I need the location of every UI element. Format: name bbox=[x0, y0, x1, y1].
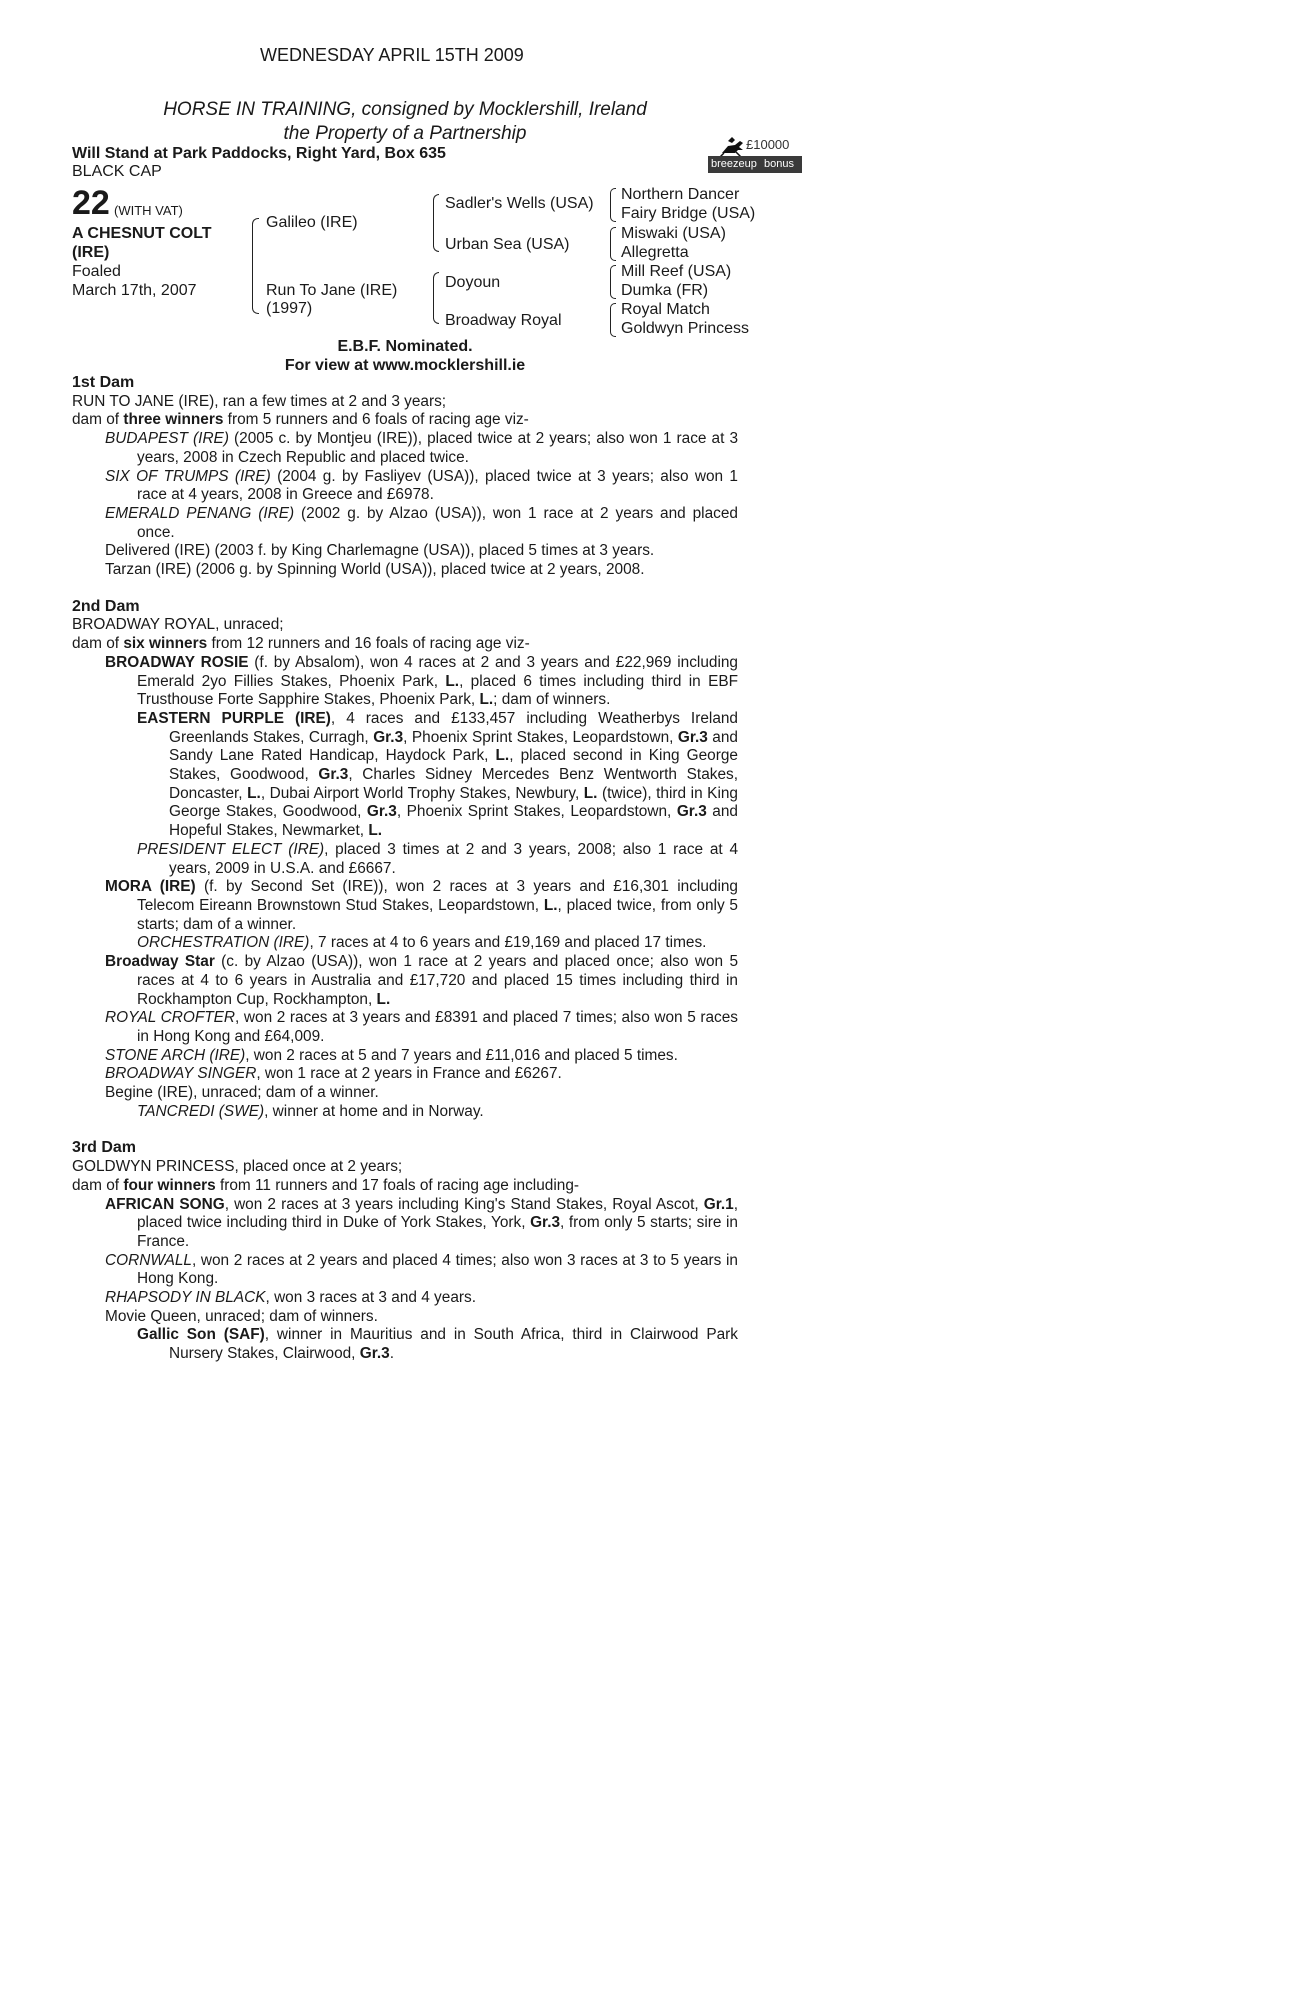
sale-date: WEDNESDAY APRIL 15TH 2009 bbox=[260, 45, 524, 65]
pedigree-gen2-3: Doyoun bbox=[445, 274, 501, 291]
produce-entry: BROADWAY ROSIE (f. by Absalom), won 4 races at 2 and 3 years and £22,969 including Emerald 2yo Fillies Stakes, Phoenix Park, L., placed 6 times including third in EBF Trusthouse Forte Sapphire Stakes, Phoenix Park, L.; dam of winners. bbox=[105, 653, 739, 709]
produce-entry: EASTERN PURPLE (IRE), 4 races and £133,457 including Weatherbys Ireland Greenlands Stakes, Curragh, Gr.3, Phoenix Sprint Stakes, Leopardstown, Gr.3 and Sandy Lane Rated Handicap, Haydock Park, L., placed second in King George Stakes, Goodwood, Gr.3, Charles Sidney Mercedes Benz Wentworth Stakes, Doncaster, L., Dubai Airport World Trophy Stakes, Newbury, L. (twice), third in King George Stakes, Goodwood, Gr.3, Phoenix Sprint Stakes, Leopardstown, Gr.3 and Hopeful Stakes, Newmarket, L. bbox=[137, 709, 738, 840]
first-dam-line: RUN TO JANE (IRE), ran a few times at 2 and 3 years; bbox=[72, 392, 447, 410]
pedigree-gen2-2: Urban Sea (USA) bbox=[445, 236, 570, 253]
pedigree-brace-sire bbox=[433, 194, 439, 252]
first-dam-heading: 1st Dam bbox=[72, 374, 135, 391]
pedigree-dam: Run To Jane (IRE) bbox=[266, 282, 398, 299]
third-dam-produce: dam of four winners from 11 runners and 17 foals of racing age including- bbox=[72, 1176, 580, 1194]
pedigree-gen3-4: Allegretta bbox=[621, 244, 689, 261]
pedigree-dam-year: (1997) bbox=[266, 300, 313, 317]
pedigree-brace-g3-2 bbox=[610, 227, 616, 261]
lot-number: 22 bbox=[72, 184, 110, 222]
third-dam-line: GOLDWYN PRINCESS, placed once at 2 years; bbox=[72, 1158, 403, 1176]
bonus-label-right: bonus bbox=[764, 158, 794, 170]
stand-location: Will Stand at Park Paddocks, Right Yard, Box 635 bbox=[72, 145, 446, 162]
produce-entry: SIX OF TRUMPS (IRE) (2004 g. by Fasliyev (USA)), placed twice at 3 years; also won 1 race at 4 years, 2008 in Greece and £6978. bbox=[105, 467, 738, 504]
foaled-label: Foaled bbox=[72, 263, 121, 280]
produce-entry: RHAPSODY IN BLACK, won 3 races at 3 and 4 years. bbox=[105, 1289, 476, 1307]
pedigree-brace-dam bbox=[433, 272, 439, 324]
pedigree-gen3-1: Northern Dancer bbox=[621, 186, 740, 203]
produce-entry: ORCHESTRATION (IRE), 7 races at 4 to 6 years and £19,169 and placed 17 times. bbox=[137, 934, 707, 952]
pedigree-brace-g3-1 bbox=[610, 188, 616, 222]
pedigree-gen3-2: Fairy Bridge (USA) bbox=[621, 205, 756, 222]
pedigree-gen3-3: Miswaki (USA) bbox=[621, 225, 726, 242]
produce-entry: ROYAL CROFTER, won 2 races at 3 years and £8391 and placed 7 times; also won 5 races in Hong Kong and £64,009. bbox=[105, 1009, 738, 1045]
horse-description bbox=[72, 224, 212, 262]
second-dam-line: BROADWAY ROYAL, unraced; bbox=[72, 616, 284, 634]
pedigree-gen3-6: Dumka (FR) bbox=[621, 282, 709, 299]
produce-entry: AFRICAN SONG, won 2 races at 3 years including King's Stand Stakes, Royal Ascot, Gr.1, placed twice including third in Duke of York Stakes, York, Gr.3, from only 5 starts; sire in France. bbox=[105, 1195, 738, 1250]
produce-entry: Movie Queen, unraced; dam of winners. bbox=[105, 1307, 378, 1325]
pedigree-sire: Galileo (IRE) bbox=[266, 214, 358, 231]
third-dam-heading: 3rd Dam bbox=[72, 1139, 137, 1157]
breezeup-bonus-logo bbox=[708, 133, 802, 173]
produce-entry: TANCREDI (SWE), winner at home and in Norway. bbox=[137, 1102, 484, 1120]
pedigree-gen3-8: Goldwyn Princess bbox=[621, 320, 750, 337]
bonus-amount: £10000 bbox=[746, 137, 790, 152]
horse-description-line1: A CHESNUT COLT bbox=[72, 225, 212, 242]
produce-entry: Begine (IRE), unraced; dam of a winner. bbox=[105, 1084, 379, 1102]
produce-entry: MORA (IRE) (f. by Second Set (IRE)), won 2 races at 3 years and £16,301 including Telecom Eireann Brownstown Stud Stakes, Leopardstown, L., placed twice, from only 5 starts; dam of a winner. bbox=[105, 878, 738, 933]
bonus-label-left: breezeup bbox=[711, 158, 757, 170]
pedigree-gen3-5: Mill Reef (USA) bbox=[621, 263, 732, 280]
pedigree-brace-gen1 bbox=[252, 218, 259, 314]
foaled-date: March 17th, 2007 bbox=[72, 282, 197, 299]
produce-entry: Delivered (IRE) (2003 f. by King Charlemagne (USA)), placed 5 times at 3 years. bbox=[105, 542, 655, 560]
view-note: For view at www.mocklershill.ie bbox=[284, 357, 526, 374]
consignment-line: HORSE IN TRAINING, consigned by Mocklershill, Ireland bbox=[163, 99, 647, 120]
produce-entry: CORNWALL, won 2 races at 2 years and placed 4 times; also won 3 races at 3 to 5 years in Hong Kong. bbox=[105, 1251, 738, 1288]
cap-color: BLACK CAP bbox=[72, 163, 162, 180]
produce-entry: Broadway Star (c. by Alzao (USA)), won 1 race at 2 years and placed once; also won 5 races at 4 to 6 years in Australia and £17,720 and placed 15 times including third in Rockhampton Cup, Rockhampton, L. bbox=[105, 953, 738, 1008]
first-dam-produce: dam of three winners from 5 runners and 6 foals of racing age viz- bbox=[72, 411, 529, 429]
pedigree-gen3-7: Royal Match bbox=[621, 301, 710, 318]
vat-note: (WITH VAT) bbox=[114, 203, 183, 218]
produce-entry: STONE ARCH (IRE), won 2 races at 5 and 7 years and £11,016 and placed 5 times. bbox=[105, 1046, 678, 1064]
pedigree-brace-g3-4 bbox=[610, 303, 616, 337]
ebf-nomination: E.B.F. Nominated. bbox=[337, 338, 473, 355]
produce-entry: BROADWAY SINGER, won 1 race at 2 years in France and £6267. bbox=[105, 1065, 562, 1083]
property-line: the Property of a Partnership bbox=[283, 123, 527, 144]
horse-description-line2: (IRE) bbox=[72, 244, 110, 261]
second-dam-produce: dam of six winners from 12 runners and 16 foals of racing age viz- bbox=[72, 635, 530, 653]
produce-entry: BUDAPEST (IRE) (2005 c. by Montjeu (IRE)), placed twice at 2 years; also won 1 race at 3 years, 2008 in Czech Republic and placed twice. bbox=[105, 430, 739, 466]
second-dam-heading: 2nd Dam bbox=[72, 597, 140, 615]
foaling-info bbox=[72, 262, 197, 300]
produce-entry: Gallic Son (SAF), winner in Mauritius and in South Africa, third in Clairwood Park Nursery Stakes, Clairwood, Gr.3. bbox=[137, 1326, 738, 1363]
produce-entry: EMERALD PENANG (IRE) (2002 g. by Alzao (USA)), won 1 race at 2 years and placed once. bbox=[105, 504, 738, 541]
pedigree-gen2-4: Broadway Royal bbox=[445, 312, 562, 329]
pedigree-gen2-1: Sadler's Wells (USA) bbox=[445, 195, 594, 212]
catalogue-body bbox=[72, 374, 738, 1364]
produce-entry: PRESIDENT ELECT (IRE), placed 3 times at 2 and 3 years, 2008; also 1 race at 4 years, 2009 in U.S.A. and £6667. bbox=[137, 840, 738, 877]
produce-entry: Tarzan (IRE) (2006 g. by Spinning World (USA)), placed twice at 2 years, 2008. bbox=[105, 561, 645, 579]
pedigree-brace-g3-3 bbox=[610, 265, 616, 299]
